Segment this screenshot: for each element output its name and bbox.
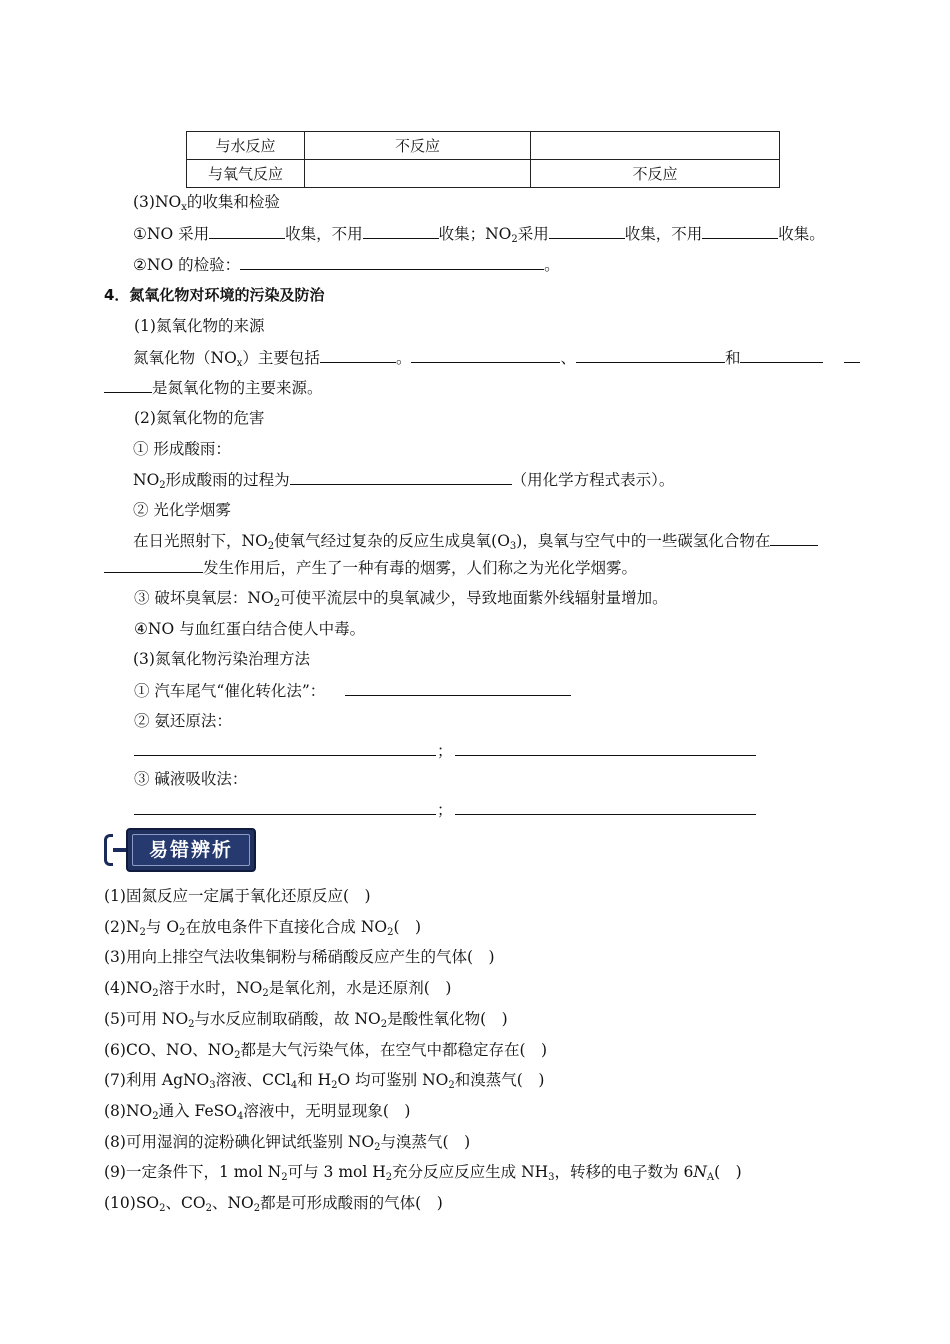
blank-field[interactable] bbox=[740, 347, 823, 363]
blank-field[interactable] bbox=[455, 755, 756, 756]
table-cell: 不反应 bbox=[305, 132, 531, 160]
blank-field[interactable] bbox=[209, 223, 285, 239]
sources-line: 氮氧化物$(NO_x)$主要包括 。 、 和 bbox=[133, 347, 823, 368]
blank-field[interactable] bbox=[345, 680, 571, 696]
question-item: $(4)NO_2$溶于水时，$NO_2$是氧化剂，水是还原剂( ) bbox=[104, 979, 452, 999]
acid-rain-line: $NO_2$形成酸雨的过程为 （用化学方程式表示）。 bbox=[133, 471, 675, 491]
banner-box bbox=[126, 828, 256, 872]
table-cell: 与水反应 bbox=[187, 132, 305, 160]
item-text: ② 氨还原法： bbox=[134, 712, 232, 730]
item-text: ④NO 与血红蛋白结合使人中毒。 bbox=[134, 620, 366, 638]
table-cell bbox=[531, 132, 780, 160]
item-text: ③ 碱液吸收法： bbox=[134, 770, 248, 788]
question-item: (1)固氮反应一定属于氧化还原反应( ) bbox=[104, 887, 371, 905]
blank-field[interactable] bbox=[104, 557, 203, 573]
blank-field[interactable] bbox=[576, 347, 725, 363]
question-item: $(2)N_2$与 $O_2$在放电条件下直接化合成 $NO_2$( ) bbox=[104, 918, 422, 938]
blank-field[interactable] bbox=[290, 469, 512, 485]
sources-line-cont: 是氮氧化物的主要来源。 bbox=[104, 377, 323, 398]
question-item: (5)可用 $NO_2$与水反应制取硝酸，故 $NO_2$是酸性氧化物( ) bbox=[104, 1010, 508, 1030]
smog-line-cont: 发生作用后，产生了一种有毒的烟雾，人们称之为光化学烟雾。 bbox=[104, 557, 637, 578]
section-4-heading: 4．氮氧化物对环境的污染及防治 bbox=[104, 286, 325, 304]
blank-field[interactable] bbox=[134, 755, 436, 756]
item-text: ① 形成酸雨： bbox=[133, 440, 231, 458]
blank-field[interactable] bbox=[770, 530, 818, 546]
smog-line: 在日光照射下，$NO_2$使氧气经过复杂的反应生成臭氧$(O_3)$，臭氧与空气中的一些碳氢化合物在 bbox=[133, 530, 818, 551]
semicolon: ； bbox=[437, 742, 453, 760]
catalytic-line: ① 汽车尾气“催化转化法”： bbox=[134, 680, 571, 701]
subheading: (2)氮氧化物的危害 bbox=[134, 409, 265, 427]
blank-field[interactable] bbox=[411, 347, 560, 363]
banner-bracket-icon bbox=[104, 834, 113, 866]
table-row bbox=[187, 160, 780, 188]
table-cell: 不反应 bbox=[531, 160, 780, 188]
section-heading: $(3)NO_x$的收集和检验 bbox=[133, 193, 280, 213]
detection-line: ②NO 的检验： 。 bbox=[133, 256, 560, 274]
subheading: (3)氮氧化物污染治理方法 bbox=[133, 650, 310, 668]
table-cell: 与氧气反应 bbox=[187, 160, 305, 188]
ozone-line: ③ 破坏臭氧层：$NO_2$可使平流层中的臭氧减少，导致地面紫外线辐射量增加。 bbox=[134, 589, 668, 609]
nox-properties-table bbox=[186, 131, 780, 188]
blank-field[interactable] bbox=[844, 362, 860, 363]
blank-field[interactable] bbox=[455, 814, 756, 815]
semicolon: ； bbox=[437, 801, 453, 819]
blank-field[interactable] bbox=[134, 814, 436, 815]
blank-field[interactable] bbox=[702, 223, 778, 239]
blank-field[interactable] bbox=[549, 223, 625, 239]
collection-line: ①NO 采用 收集，不用 收集；$NO_2$采用 收集，不用 收集。 bbox=[133, 225, 825, 245]
blank-field[interactable] bbox=[320, 347, 396, 363]
question-item: (9)一定条件下，1 mol $N_2$可与 3 mol $H_2$充分反应反应生成 $NH_3$，转移的电子数为 $6N_A$( ) bbox=[104, 1163, 742, 1183]
question-item: (6)CO、NO、$NO_2$都是大气污染气体，在空气中都稳定存在( ) bbox=[104, 1041, 548, 1061]
blank-field[interactable] bbox=[104, 377, 152, 393]
table-row bbox=[187, 132, 780, 160]
question-item: $(10)SO_2$、$CO_2$、$NO_2$都是可形成酸雨的气体( ) bbox=[104, 1194, 443, 1214]
question-item: $(8)NO_2$通入 FeSO$_4$溶液中，无明显现象( ) bbox=[104, 1102, 411, 1122]
blank-field[interactable] bbox=[240, 254, 544, 270]
item-text: ② 光化学烟雾 bbox=[133, 501, 231, 519]
table-cell bbox=[305, 160, 531, 188]
banner-connector bbox=[113, 848, 127, 852]
question-item: (7)利用 AgNO$_3$溶液、CCl$_4$和 $H_2O$ 均可鉴别 $NO_2$和溴蒸气( ) bbox=[104, 1071, 545, 1091]
blank-field[interactable] bbox=[363, 223, 439, 239]
subheading: (1)氮氧化物的来源 bbox=[134, 317, 265, 335]
banner-label: 易错辨析 bbox=[148, 839, 233, 861]
question-item: (3)用向上排空气法收集铜粉与稀硝酸反应产生的气体( ) bbox=[104, 948, 495, 966]
question-item: (8)可用湿润的淀粉碘化钾试纸鉴别 $NO_2$与溴蒸气( ) bbox=[104, 1133, 471, 1153]
error-analysis-banner bbox=[104, 828, 256, 872]
